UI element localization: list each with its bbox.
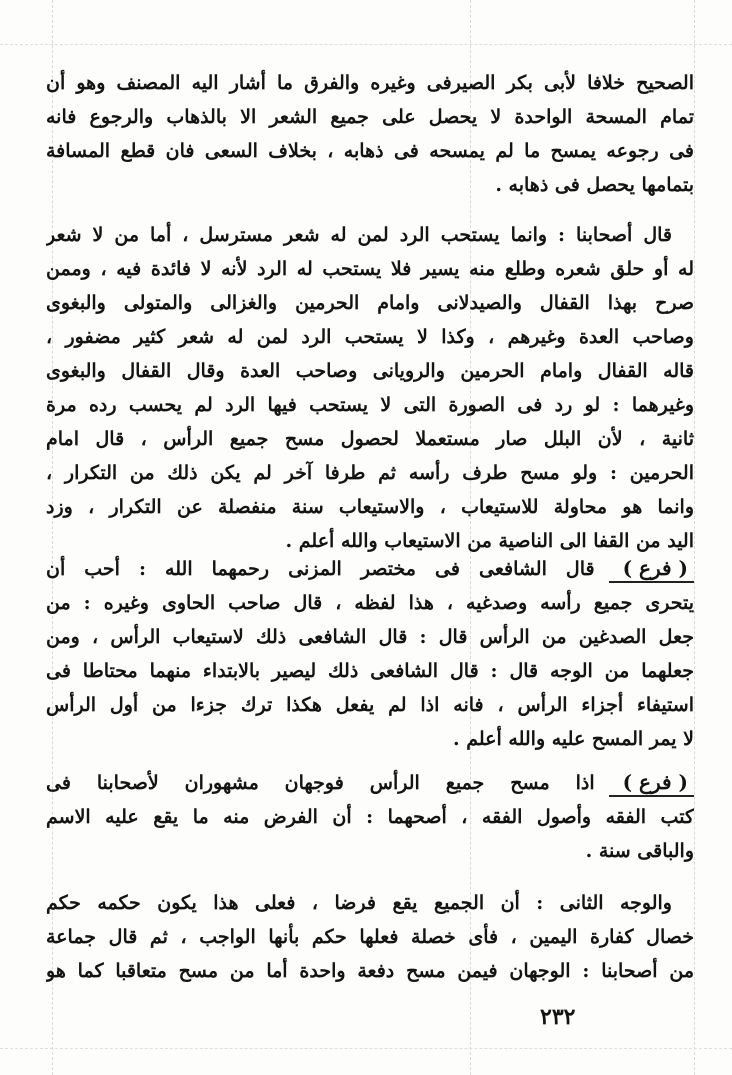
- text-line: وصاحب العدة وغيرهم ، وكذا لا يستحب الرد لمن له شعر كثير مضفور ،: [46, 326, 694, 348]
- paragraph-2: [46, 218, 694, 558]
- text-line: صرح بهذا القفال والصيدلانى وامام الحرمين والغزالى والمتولى والبغوى: [46, 292, 694, 314]
- text-line: وغيرهما : لو رد فى الصورة التى لا يستحب فيها الرد لم يحسب رده مرة: [46, 394, 694, 416]
- scan-guide-right: [694, 0, 695, 1075]
- text-line: خصال كفارة اليمين ، فأى خصلة فعلها حكم بأنها الواجب ، ثم قال جماعة: [46, 926, 694, 948]
- text-line: استيفاء أجزاء الرأس ، فانه اذا لم يفعل هكذا ترك جزءا من أول الرأس: [46, 694, 694, 716]
- text-line: جعلهما من الوجه قال : قال الشافعى ذلك ليصير بالابتداء منهما محتاطا فى: [46, 660, 694, 682]
- text-line: قاله القفال وامام الحرمين والرويانى وصاحب العدة وقال القفال والبغوى: [46, 360, 694, 382]
- paragraph-1: [46, 66, 694, 202]
- far-heading-row: [46, 766, 694, 800]
- paragraph-5: [46, 886, 694, 988]
- text-line: الصحيح خلافا لأبى بكر الصيرفى وغيره والفرق ما أشار اليه المصنف وهو أن: [46, 72, 694, 94]
- text-line: وانما هو محاولة للاستيعاب ، والاستيعاب سنة منفصلة عن التكرار ، وزد: [46, 496, 694, 518]
- far-heading-text: اذا مسح جميع الرأس فوجهان مشهوران لأصحابنا فى: [46, 772, 595, 794]
- text-line: من أصحابنا : الوجهان فيمن مسح دفعة واحدة أما من مسح متعاقبا كما هو: [46, 960, 694, 982]
- far-heading-row: [46, 552, 694, 586]
- page-number: ٢٣٢: [540, 1004, 576, 1030]
- text-line: اليد من القفا الى الناصية من الاستيعاب والله أعلم .: [285, 530, 694, 552]
- text-line: قال أصحابنا : وانما يستحب الرد لمن له شعر مسترسل ، أما من لا شعر: [46, 224, 672, 246]
- text-line: ثانية ، لأن البلل صار مستعملا لحصول مسح جميع الرأس ، قال امام: [46, 428, 694, 450]
- text-line: والوجه الثانى : أن الجميع يقع فرضا ، فعلى هذا يكون حكمه حكم: [46, 892, 672, 914]
- text-line: جعل الصدغين من الرأس قال : قال الشافعى ذلك لاستيعاب الرأس ، ومن: [46, 626, 694, 648]
- text-line: بتمامها يحصل فى ذهابه .: [495, 174, 694, 196]
- paragraph-far-2: [46, 766, 694, 868]
- scan-guide-top: [0, 44, 732, 45]
- text-line: له أو حلق شعره وطلع منه يسير فلا يستحب له الرد لأنه لا فائدة فيه ، وممن: [46, 258, 694, 280]
- far-label: ( فرع ): [609, 769, 694, 797]
- text-line: تمام المسحة الواحدة لا يحصل على جميع الشعر الا بالذهاب والرجوع فانه: [46, 106, 694, 128]
- far-heading-text: قال الشافعى فى مختصر المزنى رحمهما الله : أحب أن: [46, 558, 595, 580]
- paragraph-far-1: [46, 552, 694, 756]
- text-line: يتحرى جميع رأسه وصدغيه ، هذا لفظه ، قال صاحب الحاوى وغيره : من: [46, 592, 694, 614]
- text-line: والباقى سنة .: [585, 840, 694, 862]
- scan-guide-bottom: [0, 1048, 732, 1049]
- text-line: لا يمر المسح عليه والله أعلم .: [453, 728, 694, 750]
- text-line: الحرمين : ولو مسح طرف رأسه ثم طرفا آخر لم يكن ذلك من التكرار ،: [46, 462, 694, 484]
- far-label: ( فرع ): [609, 555, 694, 583]
- text-line: كتب الفقه وأصول الفقه ، أصحهما : أن الفرض منه ما يقع عليه الاسم: [46, 806, 694, 828]
- text-line: فى رجوعه يمسح ما لم يمسحه فى ذهابه ، بخلاف السعى فان قطع المسافة: [46, 140, 694, 162]
